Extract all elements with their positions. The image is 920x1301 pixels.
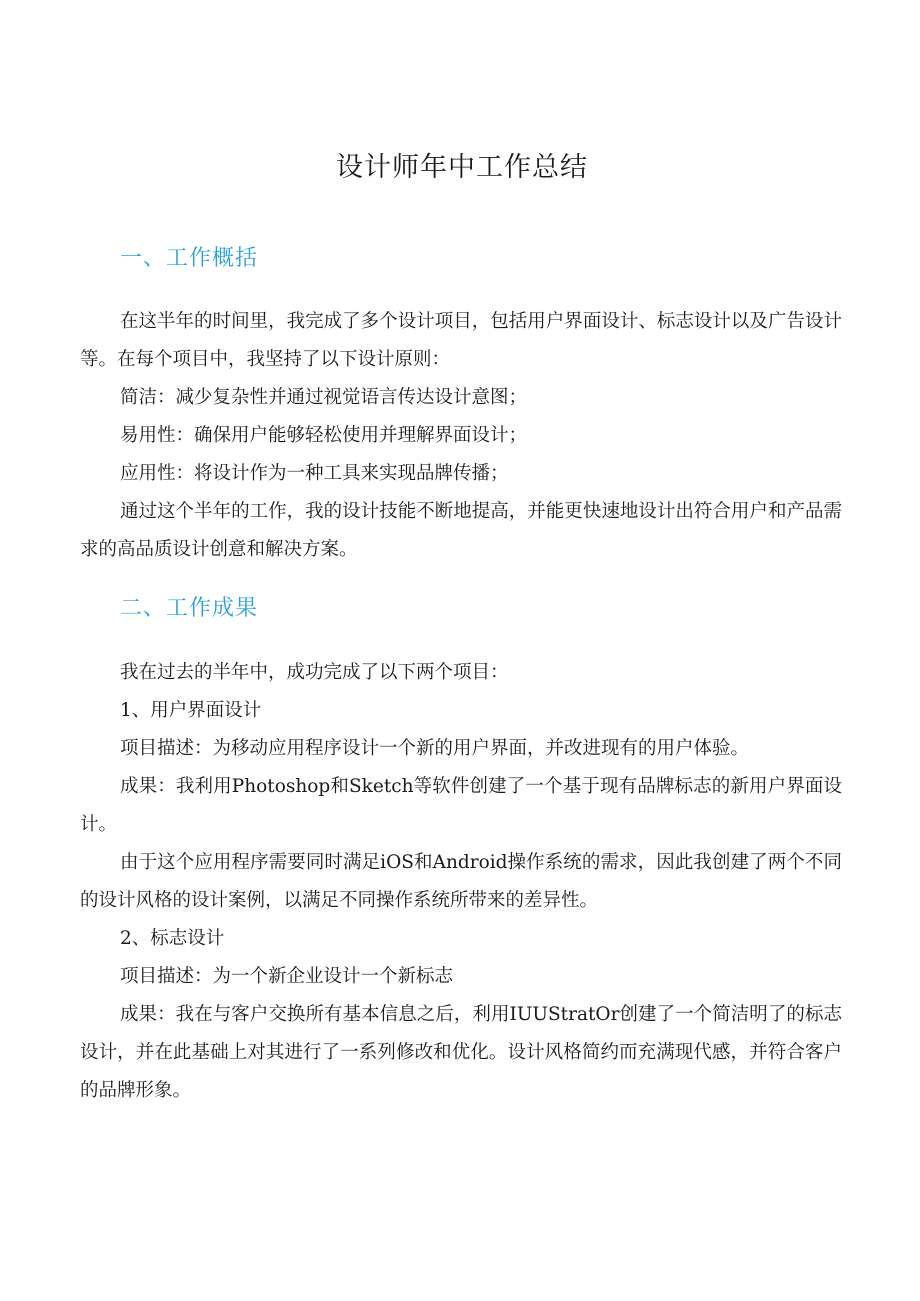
section-heading-work-results: 二、工作成果 (120, 596, 259, 621)
paragraph: 易用性：确保用户能够轻松使用并理解界面设计； (120, 425, 528, 446)
paragraph: 通过这个半年的工作，我的设计技能不断地提高，并能更快速地设计出符合用户和产品需求的高品质设计创意和解决方案。 (80, 501, 842, 560)
paragraph: 项目描述：为一个新企业设计一个新标志 (120, 966, 454, 987)
paragraph: 应用性：将设计作为一种工具来实现品牌传播； (120, 463, 509, 484)
paragraph: 成果：我在与客户交换所有基本信息之后，利用IUUStratOr创建了一个简洁明了的标志设计，并在此基础上对其进行了一系列修改和优化。设计风格简约而充满现代感，并符合客户的品牌形象。 (80, 1004, 842, 1101)
section-body-work-results (80, 654, 842, 1110)
document-title: 设计师年中工作总结 (336, 152, 588, 183)
paragraph: 成果：我利用Photoshop和Sketch等软件创建了一个基于现有品牌标志的新用户界面设计。 (80, 776, 842, 835)
paragraph: 我在过去的半年中，成功完成了以下两个项目： (120, 662, 509, 683)
section-heading-work-overview: 一、工作概括 (120, 246, 259, 271)
paragraph: 由于这个应用程序需要同时满足iOS和Android操作系统的需求，因此我创建了两个不同的设计风格的设计案例，以满足不同操作系统所带来的差异性。 (80, 852, 842, 911)
paragraph: 项目描述：为移动应用程序设计一个新的用户界面，并改进现有的用户体验。 (120, 738, 750, 759)
section-body-work-overview (80, 303, 842, 569)
paragraph: 2、标志设计 (120, 928, 225, 949)
paragraph: 1、用户界面设计 (120, 700, 262, 721)
paragraph: 简洁：减少复杂性并通过视觉语言传达设计意图； (120, 387, 528, 408)
paragraph: 在这半年的时间里，我完成了多个设计项目，包括用户界面设计、标志设计以及广告设计等。在每个项目中，我坚持了以下设计原则： (80, 311, 842, 370)
